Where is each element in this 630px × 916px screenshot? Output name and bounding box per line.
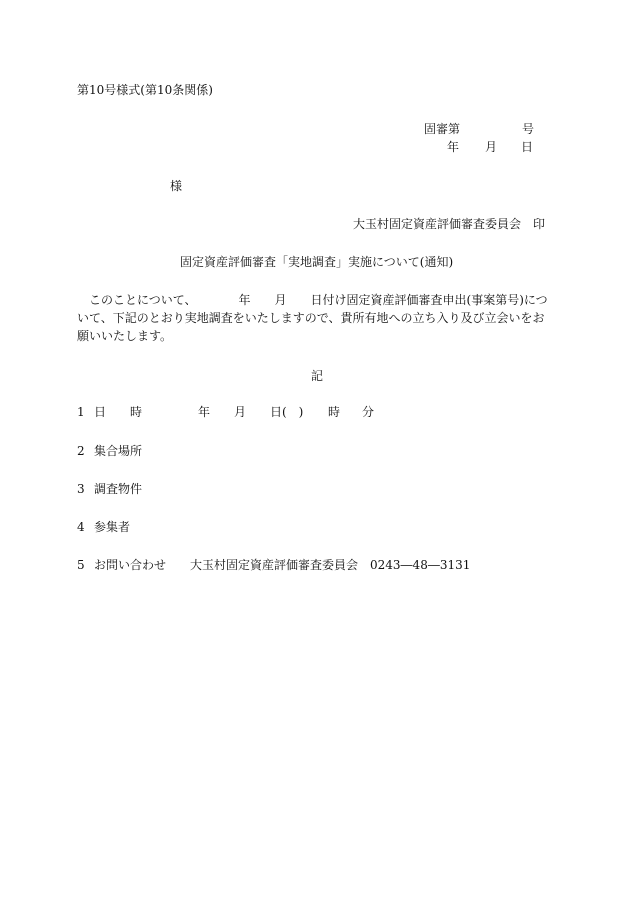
item-number: 3	[77, 482, 85, 496]
reference-prefix: 固審第	[424, 122, 461, 136]
issue-year-label: 年	[447, 140, 460, 154]
contact-organization: 大玉村固定資産評価審査委員会	[190, 558, 359, 572]
item-contact	[77, 559, 470, 571]
body-paragraph: このことについて、 年 月 日付け固定資産評価審査申出(事案第号)について、下記のとおり実地調査をいたしますので、貴所有地への立ち入り及び立会いをお願いいたします。	[77, 293, 548, 343]
sender-seal: 印	[533, 217, 546, 231]
contact-phone: 0243―48―3131	[370, 558, 471, 572]
item-label: 日 時	[94, 405, 143, 419]
item-attendees	[77, 521, 130, 533]
datetime-year: 年	[198, 405, 211, 419]
item-label: 調査物件	[94, 482, 143, 496]
document-title: 固定資産評価審査「実地調査」実施について(通知)	[180, 255, 454, 269]
item-number: 4	[77, 520, 85, 534]
item-label: 参集者	[94, 520, 131, 534]
sender-organization: 大玉村固定資産評価審査委員会	[353, 217, 522, 231]
item-datetime	[77, 406, 374, 418]
reference-number	[424, 123, 534, 135]
reference-suffix: 号	[522, 122, 535, 136]
document-body	[77, 291, 552, 345]
item-meeting-place	[77, 445, 142, 457]
issue-date	[447, 141, 533, 153]
datetime-minute: 分	[362, 405, 375, 419]
datetime-month: 月	[234, 405, 247, 419]
item-label: お問い合わせ	[94, 558, 167, 572]
issue-day-label: 日	[521, 140, 534, 154]
form-number: 第10号様式(第10条関係)	[77, 83, 213, 97]
item-number: 2	[77, 444, 85, 458]
item-number: 1	[77, 405, 85, 419]
ki-heading: 記	[311, 369, 324, 383]
addressee-honorific: 様	[170, 179, 183, 193]
item-number: 5	[77, 558, 85, 572]
datetime-hour: 時	[328, 405, 341, 419]
sender	[353, 218, 545, 230]
issue-month-label: 月	[485, 140, 498, 154]
item-label: 集合場所	[94, 444, 143, 458]
datetime-day: 日( )	[270, 405, 304, 419]
item-property	[77, 483, 142, 495]
